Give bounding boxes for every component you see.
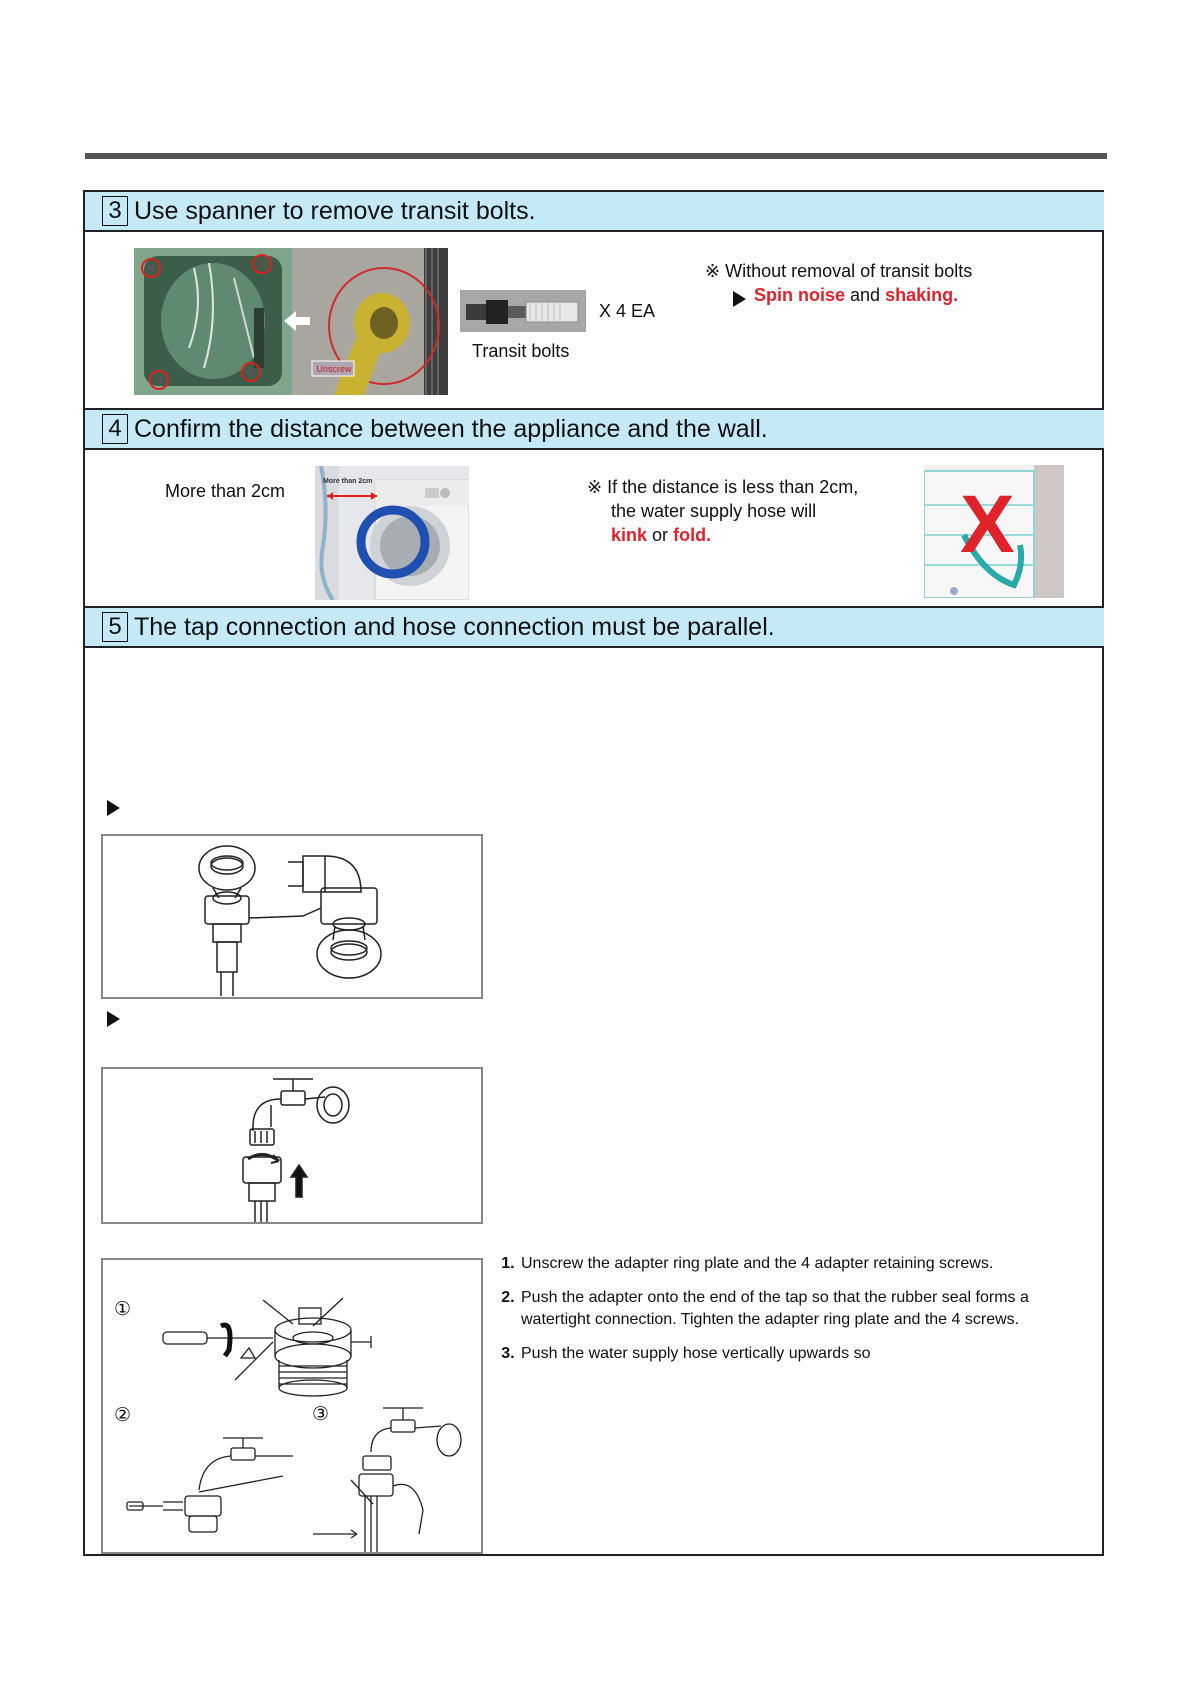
or-text: or: [652, 525, 669, 545]
unscrew-label: Unscrew: [316, 364, 352, 374]
transit-bolt-consequence: [754, 285, 958, 306]
step-2-marker: ②: [114, 1405, 132, 1426]
photo-distance-label: More than 2cm: [323, 478, 373, 485]
transit-bolts-photo: [134, 248, 448, 395]
note-mark: ※: [705, 261, 721, 281]
wall-distance-photo: [315, 466, 469, 600]
step-item: 2. Push the adapter onto the end of the tap so that the rubber seal forms a watertight connection. Tighten the adapter ring plate and the 4 screws.: [519, 1287, 1079, 1331]
distance-warning: [587, 475, 858, 547]
distance-label: More than 2cm: [165, 481, 286, 501]
section-3-header: [85, 190, 1104, 232]
step-item: 1. Unscrew the adapter ring plate and the 4 adapter retaining screws.: [519, 1253, 1079, 1275]
bullet-arrow-icon: [107, 800, 120, 816]
section-5-header: [85, 606, 1104, 648]
section-3-title: Use spanner to remove transit bolts.: [134, 196, 536, 225]
bullet-arrow-icon: [107, 1011, 120, 1027]
warning-line-1: If the distance is less than 2cm,: [607, 477, 859, 497]
section-5-number: 5: [102, 612, 128, 642]
section-4-number: 4: [102, 414, 128, 444]
step-3-marker: ③: [312, 1404, 330, 1425]
section-5-title: The tap connection and hose connection must be parallel.: [134, 612, 775, 641]
fold-text: fold: [673, 525, 707, 545]
shaking-text: shaking: [885, 285, 954, 305]
warning-line-2: the water supply hose will: [611, 501, 817, 521]
bullet-arrow-icon: [733, 291, 746, 307]
top-rule: [85, 153, 1107, 159]
transit-bolt-image: [460, 290, 586, 332]
warning-period: .: [706, 525, 712, 545]
wrong-mark-icon: X: [960, 479, 1015, 570]
adapter-fitting-diagram: [101, 1258, 483, 1554]
step-item: 3. Push the water supply hose vertically upwards so: [519, 1343, 1079, 1365]
kink-text: kink: [611, 525, 648, 545]
section-3-number: 3: [102, 196, 128, 226]
bolt-quantity: X 4 EA: [599, 301, 656, 321]
section-4-title: Confirm the distance between the appliance and the wall.: [134, 414, 768, 443]
section-4-header: [85, 408, 1104, 450]
consequence-period: .: [953, 285, 959, 305]
warning-mark: ※: [587, 477, 603, 497]
adapter-seals-diagram: [101, 834, 483, 999]
step-1-marker: ①: [114, 1299, 132, 1320]
note-text: Without removal of transit bolts: [725, 261, 973, 281]
and-text: and: [850, 285, 881, 305]
tap-hose-connection-diagram: [101, 1067, 483, 1224]
transit-bolt-note: [705, 261, 972, 282]
spin-noise-text: Spin noise: [754, 285, 846, 305]
adapter-steps-list: [499, 1253, 1079, 1377]
transit-bolts-caption: Transit bolts: [472, 341, 570, 361]
